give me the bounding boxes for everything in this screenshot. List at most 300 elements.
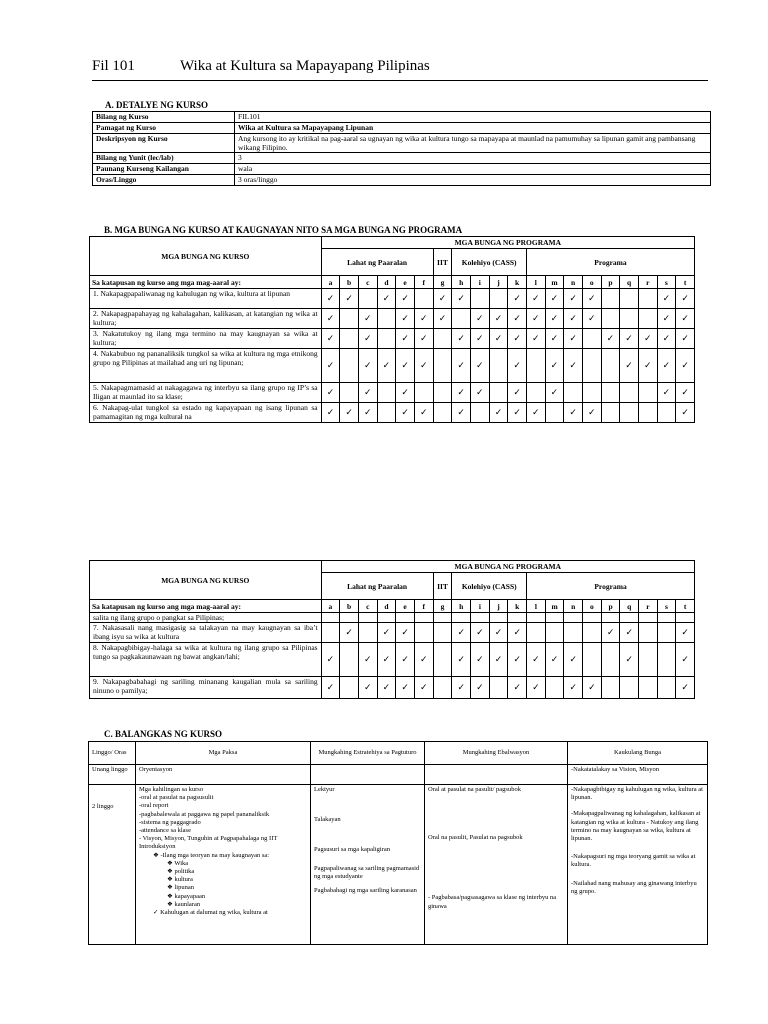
detail-value: wala — [235, 164, 711, 175]
diamond-bullet-icon: ❖ — [167, 884, 175, 892]
empty-cell — [583, 613, 602, 623]
empty-cell — [526, 383, 545, 403]
program-outcomes-header: MGA BUNGA NG PROGRAMA — [321, 237, 694, 249]
check-mark-icon: ✓ — [396, 403, 415, 423]
page-header — [92, 58, 708, 81]
evaluation-cell — [425, 765, 568, 785]
check-mark-icon: ✓ — [471, 309, 490, 329]
check-mark-icon: ✓ — [620, 623, 639, 643]
letter-header: k — [508, 276, 527, 289]
empty-cell — [564, 613, 583, 623]
check-mark-icon: ✓ — [657, 329, 676, 349]
bullet-text: lipunan — [174, 884, 194, 892]
group-college: Kolehiyo (CASS) — [452, 249, 527, 276]
outcomes-subheader: Sa katapusan ng kurso ang mga mag-aaral ay: — [90, 600, 322, 613]
check-mark-icon: ✓ — [396, 383, 415, 403]
bullet-item — [167, 876, 307, 884]
empty-cell — [433, 329, 452, 349]
check-mark-icon: ✓ — [582, 309, 601, 329]
check-mark-icon: ✓ — [321, 309, 340, 329]
col-week: Linggo/ Oras — [89, 742, 136, 765]
week-cell: Unang linggo — [89, 765, 136, 785]
empty-cell — [676, 613, 695, 623]
topic-cell: Oryentasyon — [136, 765, 311, 785]
outcome-row — [90, 289, 695, 309]
check-mark-icon: ✓ — [526, 289, 545, 309]
empty-cell — [377, 613, 396, 623]
check-mark-icon: ✓ — [452, 383, 471, 403]
check-mark-icon: ✓ — [657, 309, 676, 329]
empty-cell — [358, 623, 377, 643]
letter-header: i — [471, 600, 490, 613]
check-mark-icon: ✓ — [377, 677, 396, 699]
empty-cell — [340, 349, 359, 383]
letter-header: o — [583, 600, 602, 613]
empty-cell — [601, 289, 620, 309]
empty-cell — [657, 613, 676, 623]
course-code: Fil 101 — [92, 58, 135, 74]
outcome-row — [90, 309, 695, 329]
check-mark-icon: ✓ — [452, 349, 471, 383]
check-mark-icon: ✓ — [564, 643, 583, 677]
empty-cell — [638, 383, 657, 403]
empty-cell — [620, 677, 639, 699]
outcome-row — [90, 613, 695, 623]
letter-header: c — [358, 600, 377, 613]
check-mark-icon: ✓ — [676, 623, 695, 643]
check-mark-icon: ✓ — [358, 383, 377, 403]
check-mark-icon: ✓ — [545, 289, 564, 309]
empty-cell — [489, 289, 508, 309]
letter-header: l — [526, 276, 545, 289]
detail-value: 3 oras/linggo — [235, 175, 711, 186]
group-college: Kolehiyo (CASS) — [452, 573, 527, 600]
strategy-item: Pagbabahagi ng mga sariling karanasan — [314, 887, 417, 895]
letter-header: e — [396, 600, 415, 613]
letter-header: r — [638, 276, 657, 289]
check-mark-icon: ✓ — [452, 677, 471, 699]
empty-cell — [601, 309, 620, 329]
letter-header: s — [657, 600, 676, 613]
empty-cell — [489, 677, 508, 699]
letter-header: n — [564, 600, 583, 613]
topic-line: Introduksiyon — [139, 843, 176, 851]
detail-value: Wika at Kultura sa Mapayapang Lipunan — [235, 123, 711, 134]
outcome-row — [90, 623, 695, 643]
empty-cell — [657, 623, 676, 643]
empty-cell — [508, 613, 527, 623]
group-iit: IIT — [433, 573, 452, 600]
empty-cell — [321, 613, 340, 623]
empty-cell — [452, 309, 471, 329]
check-mark-icon: ✓ — [340, 403, 359, 423]
empty-cell — [657, 403, 676, 423]
empty-cell — [638, 309, 657, 329]
outcome-text: 7. Nakasasali nang masigasig sa talakayan na may kaugnayan sa iba’t ibang isyu sa wika at kultura — [90, 623, 322, 643]
check-mark-icon: ✓ — [564, 677, 583, 699]
check-mark-icon: ✓ — [526, 403, 545, 423]
topic-cell — [136, 785, 311, 945]
topic-bullet-list — [139, 852, 307, 918]
detail-row — [93, 153, 711, 164]
bullet-item — [167, 893, 307, 901]
outcome-text: 9. Nakapagbabahagi ng sariling minanang kaugalian mula sa sariling ninuno o pamilya; — [90, 677, 322, 699]
outcome-text: 3. Nakatutukoy ng ilang mga termino na may kaugnayan sa wika at kultura; — [90, 329, 322, 349]
check-mark-icon: ✓ — [358, 349, 377, 383]
check-mark-icon: ✓ — [471, 677, 490, 699]
check-mark-icon: ✓ — [396, 329, 415, 349]
outcomes-table-1 — [89, 236, 695, 423]
check-mark-icon: ✓ — [414, 349, 433, 383]
strategy-item: Pagpapaliwanag sa sariling pagmamasid ng mga estudyante — [314, 864, 420, 880]
check-mark-icon: ✓ — [508, 643, 527, 677]
detail-row — [93, 175, 711, 186]
check-mark-icon: ✓ — [358, 643, 377, 677]
check-mark-icon: ✓ — [582, 403, 601, 423]
letter-header: e — [396, 276, 415, 289]
check-mark-icon: ✓ — [676, 289, 695, 309]
check-mark-icon: ✓ — [377, 623, 396, 643]
empty-cell — [639, 677, 658, 699]
letter-header: k — [508, 600, 527, 613]
check-mark-icon: ✓ — [396, 289, 415, 309]
empty-cell — [340, 329, 359, 349]
outcome-text: 6. Nakapag-ulat tungkol sa estado ng kapayapaan ng isang lipunan sa pamamagitan ng mga kulturał na — [90, 403, 322, 423]
letter-header: d — [377, 276, 396, 289]
empty-cell — [601, 613, 620, 623]
check-mark-icon: ✓ — [433, 289, 452, 309]
empty-cell — [471, 403, 490, 423]
check-mark-icon: ✓ — [452, 623, 471, 643]
check-mark-icon: ✓ — [414, 309, 433, 329]
outcomes-column-header: MGA BUNGA NG KURSO — [90, 561, 322, 600]
empty-cell — [340, 309, 359, 329]
course-outline-table — [88, 741, 708, 945]
topic-line: -oral report — [139, 802, 169, 810]
check-mark-icon: ✓ — [414, 329, 433, 349]
topic-line: -attendance sa klase — [139, 827, 191, 835]
check-mark-icon: ✓ — [545, 309, 564, 329]
letter-header: d — [377, 600, 396, 613]
evaluation-item: Oral na pasulit, Pasulat na pagsubok — [428, 834, 523, 842]
check-mark-icon: ✓ — [414, 643, 433, 677]
check-mark-icon: ✓ — [321, 383, 340, 403]
check-mark-icon: ✓ — [452, 329, 471, 349]
check-mark-icon: ✓ — [676, 677, 695, 699]
empty-cell — [564, 623, 583, 643]
detail-row — [93, 112, 711, 123]
check-mark-icon: ✓ — [526, 329, 545, 349]
course-title: Wika at Kultura sa Mapayapang Pilipinas — [180, 58, 430, 74]
outcome-row — [90, 329, 695, 349]
topic-line: -oral at pasulat na pagsusulit — [139, 794, 214, 802]
diamond-bullet-icon: ❖ — [167, 868, 175, 876]
check-mark-icon: ✓ — [657, 289, 676, 309]
empty-cell — [582, 329, 601, 349]
empty-cell — [583, 643, 602, 677]
check-mark-icon: ✓ — [638, 349, 657, 383]
check-mark-icon: ✓ — [601, 623, 620, 643]
letter-header: g — [433, 276, 452, 289]
empty-cell — [489, 383, 508, 403]
outcome-item: -Nakapagsuri ng mga teoryang gamit sa wika at kultura. — [571, 853, 696, 869]
detail-row — [93, 123, 711, 134]
empty-cell — [545, 677, 564, 699]
col-evaluation: Mungkahing Ebalwasyon — [425, 742, 568, 765]
check-mark-icon: ✓ — [676, 403, 695, 423]
check-mark-icon: ✓ — [545, 349, 564, 383]
bullet-text: Wika — [174, 859, 189, 867]
empty-cell — [414, 623, 433, 643]
outcome-text: salita ng ilang grupo o pangkat sa Pilipinas; — [90, 613, 322, 623]
empty-cell — [583, 623, 602, 643]
bullet-text: kultura — [174, 876, 193, 884]
letter-header: l — [527, 600, 546, 613]
empty-cell — [358, 289, 377, 309]
outcome-text: 5. Nakapagmamasid at nakagagawa ng interbyu sa ilang grupo ng IP’s sa Iligan at maunlad ito sa klase; — [90, 383, 322, 403]
letter-header: j — [489, 600, 508, 613]
empty-cell — [340, 643, 359, 677]
letter-header: m — [545, 276, 564, 289]
empty-cell — [601, 349, 620, 383]
letter-header: f — [414, 276, 433, 289]
letter-header: s — [657, 276, 676, 289]
evaluation-cell — [425, 785, 568, 945]
letter-header: q — [620, 276, 639, 289]
empty-cell — [527, 623, 546, 643]
program-outcomes-header: MGA BUNGA NG PROGRAMA — [321, 561, 694, 573]
check-mark-icon: ✓ — [564, 309, 583, 329]
empty-cell — [433, 677, 452, 699]
letter-header: c — [358, 276, 377, 289]
topic-line: -pagbabalewala at paggawa ng papel pananaliksik — [139, 810, 270, 818]
check-mark-icon: ✓ — [358, 309, 377, 329]
empty-cell — [358, 613, 377, 623]
check-mark-icon: ✓ — [414, 677, 433, 699]
check-mark-icon: ✓ — [564, 403, 583, 423]
empty-cell — [340, 613, 359, 623]
empty-cell — [639, 623, 658, 643]
empty-cell — [601, 677, 620, 699]
check-mark-icon: ✓ — [676, 349, 695, 383]
empty-cell — [433, 349, 452, 383]
letter-header: j — [489, 276, 508, 289]
empty-cell — [433, 403, 452, 423]
empty-cell — [377, 403, 396, 423]
bullet-last-line: Kahulugan at dalumat ng wika, kultura at — [160, 909, 268, 917]
detail-value: Ang kursong ito ay kritikal na pag-aaral sa ugnayan ng wika at kultura tungo sa mapayapa at maunlad na pamumuhay sa lipunan gamit ang pambansang wikang Filipino. — [235, 134, 711, 153]
empty-cell — [471, 289, 490, 309]
outcome-row — [90, 349, 695, 383]
outcome-item: -Nakapagbibigay ng kahulugan ng wika, kultura at lipunan. — [571, 786, 703, 802]
evaluation-item: Oral at pasulat na pasulit/ pagsubok — [428, 786, 521, 793]
check-mark-icon: ✓ — [564, 329, 583, 349]
empty-cell — [414, 613, 433, 623]
check-mark-icon: ✓ — [620, 329, 639, 349]
empty-cell — [620, 403, 639, 423]
check-mark-icon: ✓ — [620, 643, 639, 677]
check-mark-icon: ✓ — [321, 403, 340, 423]
week-cell: 2 linggo — [89, 785, 136, 945]
check-mark-icon: ✓ — [471, 643, 490, 677]
empty-cell — [489, 613, 508, 623]
check-mark-icon: ✓ — [396, 349, 415, 383]
check-mark-icon: ✓ — [414, 403, 433, 423]
empty-cell — [582, 383, 601, 403]
strategy-item: Talakayan — [314, 816, 341, 824]
empty-cell — [321, 623, 340, 643]
empty-cell — [414, 289, 433, 309]
empty-cell — [639, 643, 658, 677]
check-mark-icon: ✓ — [489, 309, 508, 329]
letter-header: p — [601, 276, 620, 289]
check-mark-icon: ✓ — [321, 329, 340, 349]
check-mark-icon: ✓ — [638, 329, 657, 349]
check-mark-icon: ✓ — [527, 643, 546, 677]
empty-cell — [452, 613, 471, 623]
empty-cell — [377, 383, 396, 403]
col-strategy: Mungkahing Estratehiya sa Pagtuturo — [311, 742, 425, 765]
check-mark-icon: ✓ — [564, 349, 583, 383]
bullet-item — [167, 860, 307, 868]
outcome-text: 1. Nakapagpapaliwanag ng kahulugan ng wika, kultura at lipunan — [90, 289, 322, 309]
check-mark-icon: ✓ — [545, 643, 564, 677]
checkmark-bullet-icon: ✓ — [153, 909, 159, 917]
letter-header: a — [321, 276, 340, 289]
diamond-bullet-icon: ❖ — [167, 900, 175, 908]
check-mark-icon: ✓ — [358, 329, 377, 349]
check-mark-icon: ✓ — [508, 329, 527, 349]
check-mark-icon: ✓ — [489, 643, 508, 677]
check-mark-icon: ✓ — [508, 623, 527, 643]
check-mark-icon: ✓ — [489, 329, 508, 349]
empty-cell — [340, 677, 359, 699]
section-a-heading: A. DETALYE NG KURSO — [105, 100, 209, 110]
check-mark-icon: ✓ — [377, 289, 396, 309]
section-b-heading: B. MGA BUNGA NG KURSO AT KAUGNAYAN NITO SA MGA BUNGA NG PROGRAMA — [104, 225, 463, 235]
empty-cell — [433, 383, 452, 403]
bullet-item — [167, 884, 307, 892]
outcome-item: -Makapagpaliwanag ng kahalagahan, kalikasan at katangian ng wika at kultura - Natukoy ang ilang termino na may kaugnayan sa wika, kultura at lipunan. — [571, 810, 701, 843]
check-mark-icon: ✓ — [396, 623, 415, 643]
check-mark-icon: ✓ — [508, 403, 527, 423]
check-mark-icon: ✓ — [321, 677, 340, 699]
check-mark-icon: ✓ — [545, 329, 564, 349]
empty-cell — [639, 613, 658, 623]
bullet-text: politika — [174, 868, 195, 876]
evaluation-item: - Pagbabasa/pagsasagawa sa klase ng interbyu na ginawa — [428, 894, 557, 910]
empty-cell — [433, 643, 452, 677]
detail-label: Deskripsyon ng Kurso — [93, 134, 235, 153]
diamond-bullet-icon: ❖ — [153, 851, 159, 859]
empty-cell — [601, 403, 620, 423]
check-mark-icon: ✓ — [657, 349, 676, 383]
detail-label: Oras/Linggo — [93, 175, 235, 186]
check-mark-icon: ✓ — [452, 403, 471, 423]
detail-label: Paunang Kurseng Kailangan — [93, 164, 235, 175]
detail-label: Bilang ng Yunit (lec/lab) — [93, 153, 235, 164]
outcome-cell: -Nakatatalakay sa Vision, Misyon — [568, 765, 708, 785]
diamond-bullet-icon: ❖ — [167, 876, 175, 884]
strategy-item: Lektyur — [314, 786, 335, 793]
bullet-item — [167, 868, 307, 876]
letter-header: t — [676, 600, 695, 613]
letter-header: b — [340, 600, 359, 613]
check-mark-icon: ✓ — [377, 349, 396, 383]
letter-header: f — [414, 600, 433, 613]
outcomes-column-header: MGA BUNGA NG KURSO — [90, 237, 322, 276]
letter-header: n — [564, 276, 583, 289]
strategy-cell — [311, 765, 425, 785]
group-iit: IIT — [433, 249, 452, 276]
check-mark-icon: ✓ — [321, 289, 340, 309]
outcome-text: 2. Nakapagpapahayag ng kahalagahan, kalikasan, at katangian ng wika at kultura; — [90, 309, 322, 329]
check-mark-icon: ✓ — [489, 623, 508, 643]
detail-row — [93, 164, 711, 175]
letter-header: a — [321, 600, 340, 613]
topic-line: - Visyon, Misyon, Tunguhin at Pagpapahalaga ng IIT — [139, 835, 278, 843]
strategy-cell — [311, 785, 425, 945]
check-mark-icon: ✓ — [396, 677, 415, 699]
empty-cell — [657, 677, 676, 699]
check-mark-icon: ✓ — [471, 623, 490, 643]
group-program: Programa — [526, 249, 694, 276]
bullet-text: kapayapaan — [174, 892, 206, 900]
bullet-item — [167, 901, 307, 909]
detail-value: FIL101 — [235, 112, 711, 123]
detail-label: Pamagat ng Kurso — [93, 123, 235, 134]
outcome-text: 4. Nakabubuo ng pananaliksik tungkol sa wika at kultura ng mga etnikong grupo ng Pilipinas at mailahad ang uri ng lipunan; — [90, 349, 322, 383]
empty-cell — [657, 643, 676, 677]
outcome-row — [90, 677, 695, 699]
group-all-schools: Lahat ng Paaralan — [321, 249, 433, 276]
check-mark-icon: ✓ — [471, 383, 490, 403]
letter-header: t — [676, 276, 695, 289]
detail-label: Bilang ng Kurso — [93, 112, 235, 123]
col-topics: Mga Paksa — [136, 742, 311, 765]
empty-cell — [377, 309, 396, 329]
empty-cell — [433, 623, 452, 643]
topic-line: -sistema ng paggagrado — [139, 818, 201, 826]
outcome-row — [90, 383, 695, 403]
empty-cell — [582, 349, 601, 383]
outcome-cell — [568, 785, 708, 945]
check-mark-icon: ✓ — [583, 677, 602, 699]
check-mark-icon: ✓ — [340, 289, 359, 309]
diamond-bullet-icon: ❖ — [167, 892, 175, 900]
empty-cell — [638, 289, 657, 309]
letter-header: h — [452, 600, 471, 613]
check-mark-icon: ✓ — [657, 383, 676, 403]
letter-header: r — [639, 600, 658, 613]
section-c-heading: C. BALANGKAS NG KURSO — [104, 729, 223, 739]
outcomes-table-2 — [89, 560, 695, 699]
empty-cell — [489, 349, 508, 383]
check-mark-icon: ✓ — [396, 309, 415, 329]
empty-cell — [620, 309, 639, 329]
check-mark-icon: ✓ — [564, 289, 583, 309]
letter-header: m — [545, 600, 564, 613]
check-mark-icon: ✓ — [433, 309, 452, 329]
empty-cell — [620, 383, 639, 403]
diamond-bullet-icon: ❖ — [167, 859, 175, 867]
outcome-item: -Nailahad nang mahusay ang ginawang interbyu ng grupo. — [571, 879, 697, 895]
check-mark-icon: ✓ — [340, 623, 359, 643]
letter-header: p — [601, 600, 620, 613]
bullet-heading: -Ilang mga teoryan na may kaugnayan sa: — [160, 851, 270, 859]
empty-cell — [471, 613, 490, 623]
empty-cell — [545, 623, 564, 643]
